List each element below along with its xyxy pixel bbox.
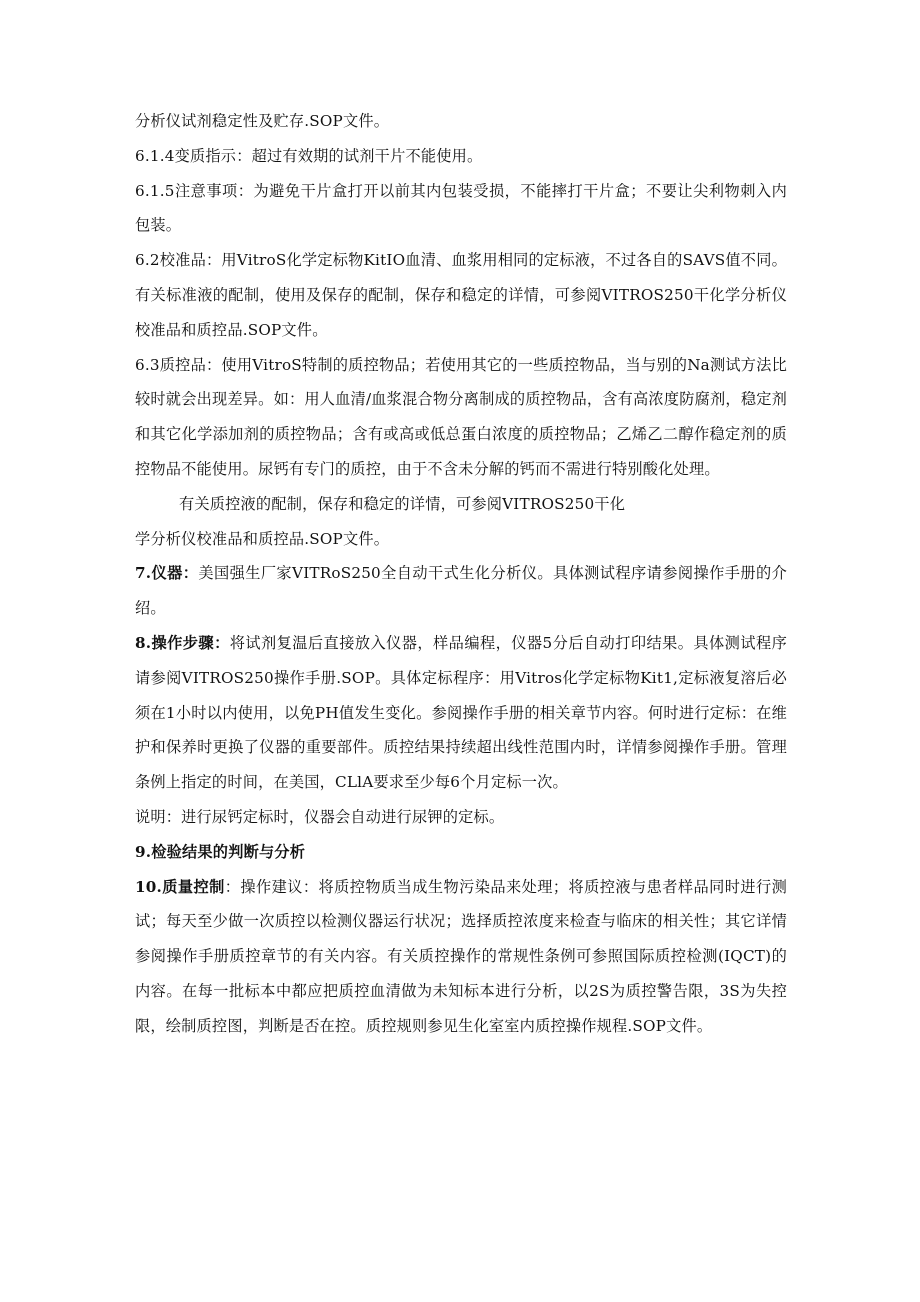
paragraph-line-1: 有关质控液的配制，保存和稳定的详情，可参阅VITROS250干化 [179,494,626,513]
paragraph-10-quality [135,870,787,1044]
section-heading: 7.仪器： [135,564,199,583]
paragraph-storage-ref [135,104,787,139]
document-body [135,104,787,1044]
paragraph-9-results [135,835,787,870]
section-heading: 10.质量控制 [135,877,225,896]
paragraph-text: 美国强生厂家VITRoS250全自动干式生化分析仪。具体测试程序请参阅操作手册的介绍。 [135,564,787,618]
paragraph-8-procedure [135,626,787,800]
paragraph-text: 6.3质控品：使用VitroS特制的质控物品；若使用其它的一些质控物品，当与别的Na测试方法比较时就会出现差异。如：用人血清/血浆混合物分离制成的质控物品，含有高浓度防腐剂，稳定剂和其它化学添加剂的质控物品；含有或高或低总蛋白浓度的质控物品；乙烯乙二醇作稳定剂的质控物品不能使用。尿钙有专门的质控，由于不含未分解的钙而不需进行特别酸化处理。 [135,355,787,478]
paragraph-text: 分析仪试剂稳定性及贮存.SOP文件。 [135,112,390,130]
paragraph-7-instrument [135,556,787,626]
paragraph-text: 6.1.4变质指示：超过有效期的试剂干片不能使用。 [135,146,483,165]
paragraph-6-3-control [135,348,787,487]
paragraph-6-2-calibrator [135,243,787,347]
section-heading: 8.操作步骤： [135,633,230,652]
paragraph-note [135,800,787,835]
paragraph-6-1-4 [135,139,787,174]
paragraph-text: 将试剂复温后直接放入仪器，样品编程，仪器5分后自动打印结果。具体测试程序请参阅VITROS250操作手册.SOP。具体定标程序：用Vitros化学定标物Kit1,定标液复溶后必须在1小时以内使用，以免PH值发生变化。参阅操作手册的相关章节内容。何时进行定标：在维护和保养时更换了仪器的重要部件。质控结果持续超出线性范围内时，详情参阅操作手册。管理条例上指定的时间，在美国，CLlA要求至少每6个月定标一次。 [135,633,787,792]
paragraph-text: 6.1.5注意事项：为避免干片盒打开以前其内包装受损，不能摔打干片盒；不要让尖利物刺入内包装。 [135,181,787,235]
paragraph-text: 6.2校准品：用VitroS化学定标物KitIO血清、血浆用相同的定标液，不过各自的SAVS值不同。有关标准液的配制，使用及保存的配制，保存和稳定的详情，可参阅VITROS250干化学分析仪校准品和质控品.SOP文件。 [135,251,787,339]
paragraph-6-1-5 [135,174,787,244]
paragraph-control-prep [135,487,787,557]
paragraph-text: 说明：进行尿钙定标时，仪器会自动进行尿钾的定标。 [135,807,505,826]
section-heading: 9.检验结果的判断与分析 [135,842,306,861]
paragraph-line-2: 学分析仪校准品和质控品.SOP文件。 [135,529,390,548]
paragraph-text: ：操作建议：将质控物质当成生物污染品来处理；将质控液与患者样品同时进行测试；每天至少做一次质控以检测仪器运行状况；选择质控浓度来检查与临床的相关性；其它详情参阅操作手册质控章节的有关内容。有关质控操作的常规性条例可参照国际质控检测(IQCT)的内容。在每一批标本中都应把质控血清做为未知标本进行分析，以2S为质控警告限，3S为失控限，绘制质控图，判断是否在控。质控规则参见生化室室内质控操作规程.SOP文件。 [135,877,788,1035]
